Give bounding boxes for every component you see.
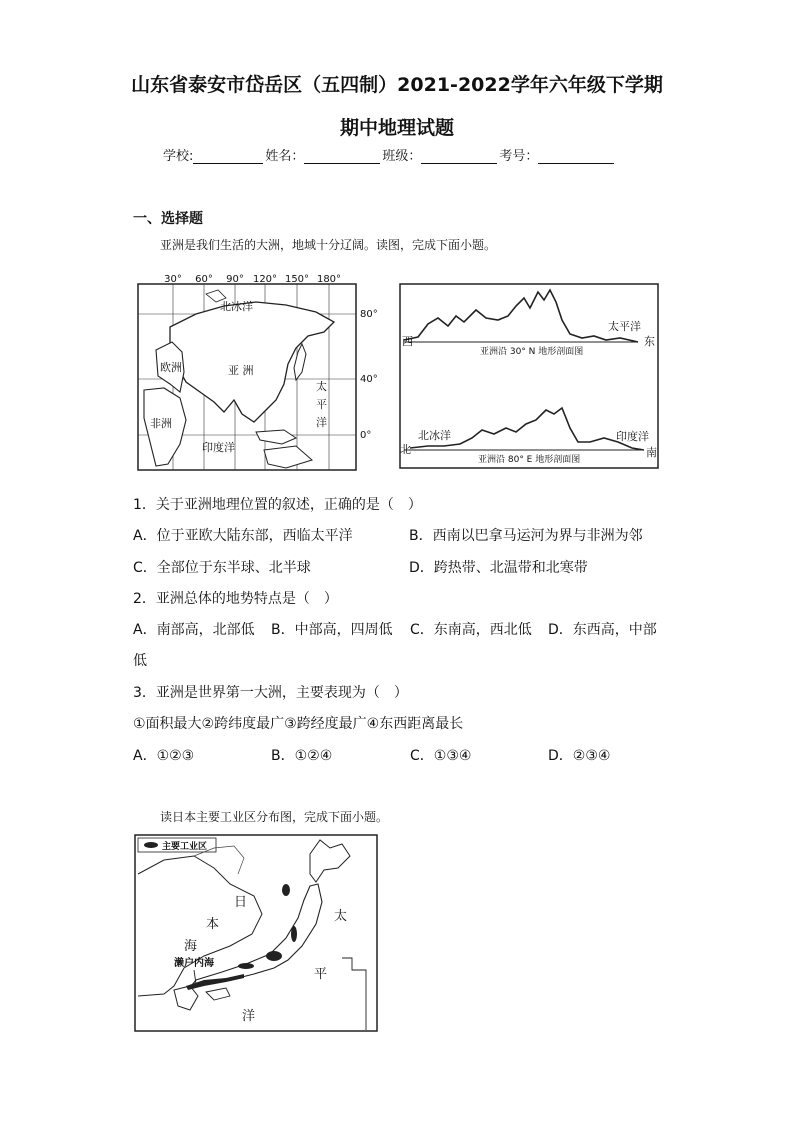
pacific-label-1: 太 [316, 380, 327, 393]
number-blank[interactable] [538, 149, 614, 164]
question-3-statements: ①面积最大②跨纬度最广③跨经度最广④东西距离最长 [133, 716, 464, 732]
lon-tick: 180° [316, 274, 342, 285]
group1-intro: 亚洲是我们生活的大洲，地域十分辽阔。读图，完成下面小题。 [160, 238, 497, 252]
q2-option-d[interactable]: D．东西高，中部 [548, 622, 657, 638]
q3-option-b[interactable]: B．①②④ [271, 748, 333, 764]
question-3-stem: 3．亚洲是世界第一大洲，主要表现为（ ） [133, 685, 408, 701]
name-label: 姓名： [265, 149, 305, 164]
industry-legend-icon [144, 842, 158, 848]
q3-option-d[interactable]: D．②③④ [548, 748, 611, 764]
pacific-jp-label-2: 平 [314, 967, 328, 982]
east-label: 东 [644, 335, 655, 348]
arctic-ocean-label: 北冰洋 [220, 300, 253, 313]
lon-tick: 30° [164, 274, 182, 285]
student-info-row [163, 145, 616, 164]
asia-label: 亚 洲 [228, 364, 254, 377]
japan-industry-map [134, 834, 378, 1032]
europe-label: 欧洲 [160, 361, 182, 374]
pacific-label-3: 洋 [316, 416, 327, 429]
seto-inland-sea-label: 濑户内海 [174, 958, 214, 969]
profile-arctic-label: 北冰洋 [418, 429, 451, 442]
profile-30n-caption: 亚洲沿 30° N 地形剖面图 [480, 347, 584, 357]
group2-intro: 读日本主要工业区分布图，完成下面小题。 [160, 810, 389, 824]
q2-option-b[interactable]: B．中部高，四周低 [271, 622, 393, 638]
school-label: 学校: [163, 149, 194, 164]
profile-indian-label: 印度洋 [616, 430, 649, 443]
exam-title-line1: 山东省泰安市岱岳区（五四制）2021-2022学年六年级下学期 [131, 74, 663, 96]
lat-tick: 40° [360, 374, 378, 385]
asia-map-lat-ticks [360, 309, 378, 441]
lon-tick: 60° [195, 274, 213, 285]
q3-option-c[interactable]: C．①③④ [410, 748, 472, 764]
name-blank[interactable] [304, 149, 380, 164]
legend-label: 主要工业区 [162, 842, 208, 852]
indian-ocean-label: 印度洋 [202, 441, 235, 454]
section-title: 一、选择题 [133, 211, 203, 227]
question-1-stem: 1．关于亚洲地理位置的叙述，正确的是（ ） [133, 497, 422, 513]
exam-title-line2: 期中地理试题 [339, 117, 454, 139]
q2-option-d-wrap: 低 [133, 653, 147, 669]
pacific-jp-label-3: 洋 [242, 1009, 256, 1024]
pacific-jp-label-1: 太 [334, 909, 348, 924]
japan-sea-label-1: 日 [234, 895, 248, 910]
number-label: 考号： [499, 149, 539, 164]
q1-option-b[interactable]: B．西南以巴拿马运河为界与非洲为邻 [409, 528, 643, 544]
terrain-profiles [398, 282, 660, 470]
school-blank[interactable] [193, 149, 263, 164]
lon-tick: 90° [226, 274, 244, 285]
class-blank[interactable] [421, 149, 497, 164]
profile-pacific-label: 太平洋 [608, 320, 641, 333]
west-label: 西 [402, 335, 413, 348]
legend [138, 838, 216, 852]
africa-label: 非洲 [150, 417, 172, 430]
pacific-label-2: 平 [316, 398, 327, 411]
q1-option-a[interactable]: A．位于亚欧大陆东部，西临太平洋 [133, 528, 353, 544]
q1-option-c[interactable]: C．全部位于东半球、北半球 [133, 560, 311, 576]
lat-tick: 0° [360, 430, 372, 441]
lon-tick: 120° [252, 274, 278, 285]
q2-option-a[interactable]: A．南部高，北部低 [133, 622, 255, 638]
north-label: 北 [400, 443, 411, 456]
class-label: 班级： [382, 149, 422, 164]
japan-sea-label-3: 海 [184, 939, 198, 954]
q1-option-d[interactable]: D．跨热带、北温带和北寒带 [409, 560, 588, 576]
lat-tick: 80° [360, 309, 378, 320]
japan-sea-label-2: 本 [206, 917, 220, 932]
lon-tick: 150° [284, 274, 310, 285]
profile-80e-caption: 亚洲沿 80° E 地形剖面图 [478, 455, 581, 465]
q3-option-a[interactable]: A．①②③ [133, 748, 195, 764]
asia-map [136, 272, 396, 474]
q2-option-c[interactable]: C．东南高，西北低 [410, 622, 532, 638]
question-2-stem: 2．亚洲总体的地势特点是（ ） [133, 591, 338, 607]
south-label: 南 [646, 446, 657, 459]
